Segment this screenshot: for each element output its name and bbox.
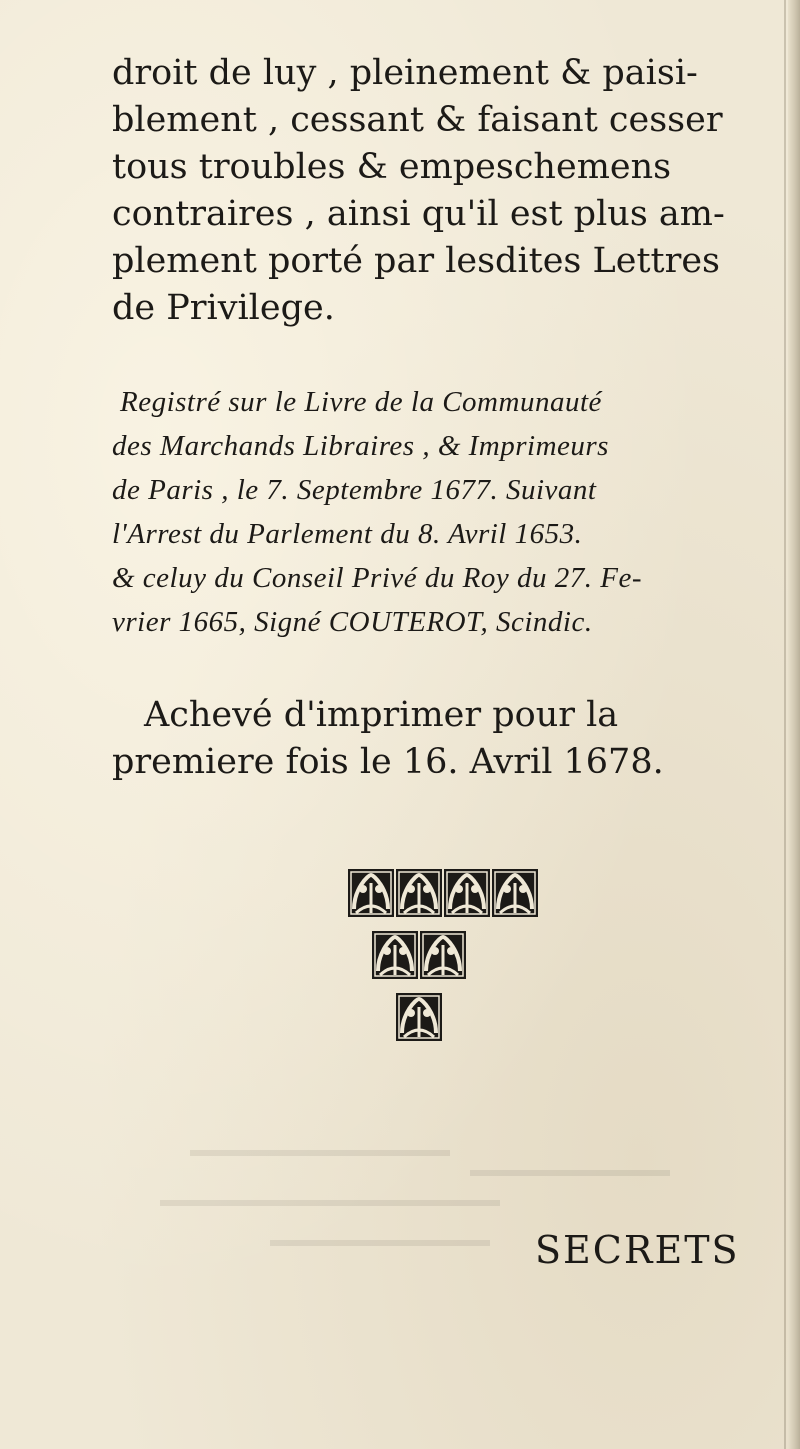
page-gutter-line (784, 0, 786, 1449)
text-line: Registré sur le Livre de la Communauté (120, 386, 602, 418)
text-line: blement , cessant & faisant cesser (112, 100, 723, 140)
text-line: tous troubles & empeschemens (112, 147, 672, 187)
acheve-paragraph (112, 692, 772, 786)
text-line: droit de luy , pleinement & paisi- (112, 53, 698, 93)
text-line: des Marchands Libraires , & Imprimeurs (112, 430, 609, 462)
text-line: l'Arrest du Parlement du 8. Avril 1653. (112, 518, 583, 550)
text-line: contraires , ainsi qu'il est plus am- (112, 194, 725, 234)
text-line: premiere fois le 16. Avril 1678. (112, 742, 664, 782)
text-line: de Paris , le 7. Septembre 1677. Suivant (112, 474, 597, 506)
text-line: vrier 1665, Signé COUTEROT, Scindic. (112, 606, 593, 638)
fleuron-ornament-icon (340, 865, 550, 1055)
registre-paragraph (112, 380, 772, 644)
text-line: plement porté par lesdites Lettres (112, 241, 721, 281)
text-line: & celuy du Conseil Privé du Roy du 27. Fe- (112, 562, 642, 594)
text-line: de Privilege. (112, 288, 335, 328)
catchword: SECRETS (535, 1228, 740, 1272)
privilege-paragraph (112, 50, 772, 332)
page-edge (788, 0, 800, 1449)
text-line: Achevé d'imprimer pour la (144, 695, 619, 735)
